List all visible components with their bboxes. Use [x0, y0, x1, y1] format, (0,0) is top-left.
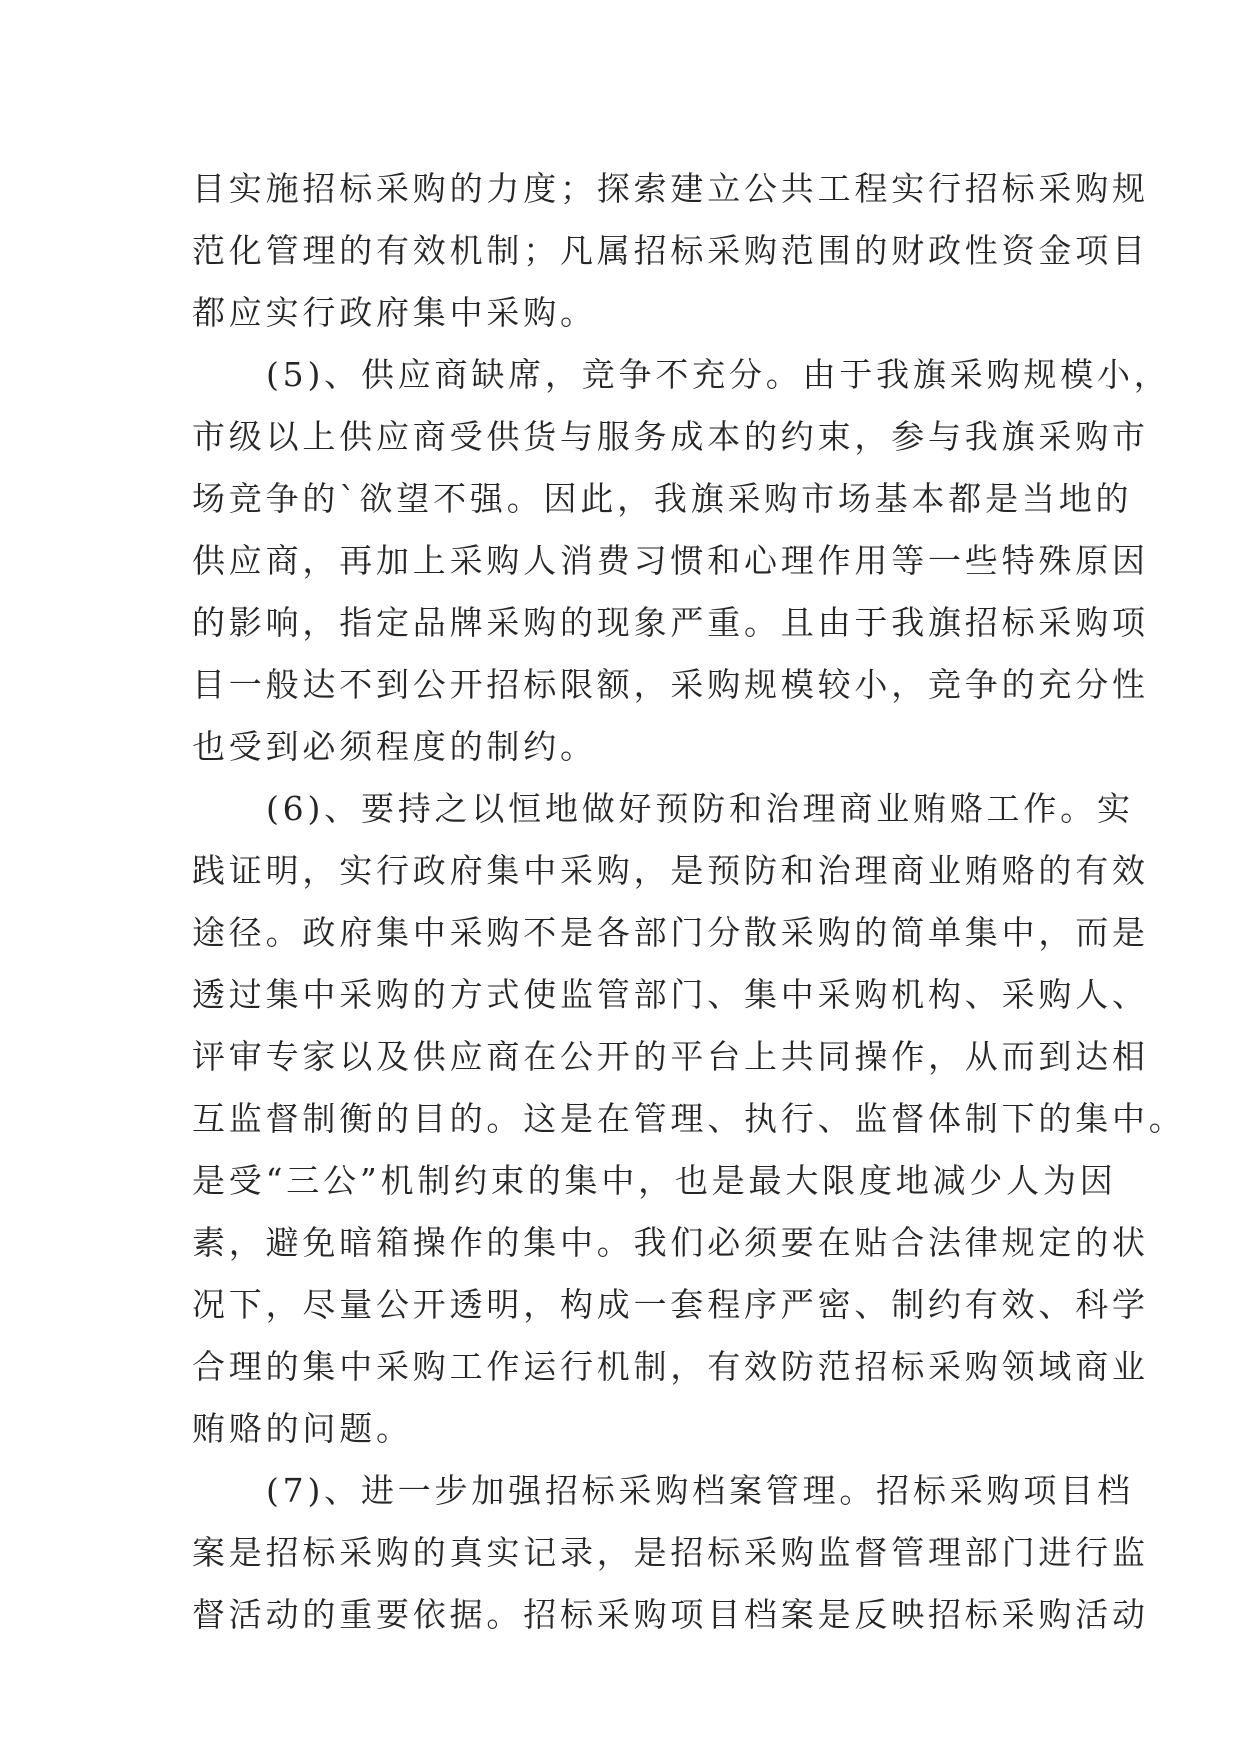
text-line: 范化管理的有效机制；凡属招标采购范围的财政性资金项目: [192, 231, 1149, 270]
text-line: 透过集中采购的方式使监管部门、集中采购机构、采购人、: [192, 975, 1149, 1014]
text-line: 的影响，指定品牌采购的现象严重。且由于我旗招标采购项: [192, 603, 1149, 642]
text-line: 合理的集中采购工作运行机制，有效防范招标采购领域商业: [192, 1347, 1149, 1386]
text-line: 目一般达不到公开招标限额，采购规模较小，竞争的充分性: [192, 665, 1149, 704]
text-line: 供应商，再加上采购人消费习惯和心理作用等一些特殊原因: [192, 541, 1149, 580]
text-line: (5)、供应商缺席，竞争不充分。由于我旗采购规模小，: [266, 355, 1171, 394]
body-text: [192, 158, 1186, 1646]
text-line: 场竞争的`欲望不强。因此，我旗采购市场基本都是当地的: [192, 479, 1133, 518]
text-line: 素，避免暗箱操作的集中。我们必须要在贴合法律规定的状: [192, 1223, 1149, 1262]
text-line: 途径。政府集中采购不是各部门分散采购的简单集中，而是: [192, 913, 1149, 952]
text-line: 互监督制衡的目的。这是在管理、执行、监督体制下的集中。: [192, 1099, 1186, 1138]
text-line: 也受到必须程度的制约。: [192, 727, 597, 766]
text-line: (6)、要持之以恒地做好预防和治理商业贿赂工作。实: [266, 789, 1134, 828]
text-line: 市级以上供应商受供货与服务成本的约束，参与我旗采购市: [192, 417, 1149, 456]
text-line: 目实施招标采购的力度；探索建立公共工程实行招标采购规: [192, 169, 1149, 208]
text-line: 贿赂的问题。: [192, 1409, 413, 1448]
text-line: 都应实行政府集中采购。: [192, 293, 597, 332]
text-line: 评审专家以及供应商在公开的平台上共同操作，从而到达相: [192, 1037, 1149, 1076]
text-line: 践证明，实行政府集中采购，是预防和治理商业贿赂的有效: [192, 851, 1149, 890]
text-line: 督活动的重要依据。招标采购项目档案是反映招标采购活动: [192, 1595, 1149, 1634]
text-line: 是受“三公”机制约束的集中，也是最大限度地减少人为因: [192, 1161, 1117, 1200]
text-line: 况下，尽量公开透明，构成一套程序严密、制约有效、科学: [192, 1285, 1149, 1324]
text-line: 案是招标采购的真实记录，是招标采购监督管理部门进行监: [192, 1533, 1149, 1572]
text-line: (7)、进一步加强招标采购档案管理。招标采购项目档: [266, 1471, 1134, 1510]
